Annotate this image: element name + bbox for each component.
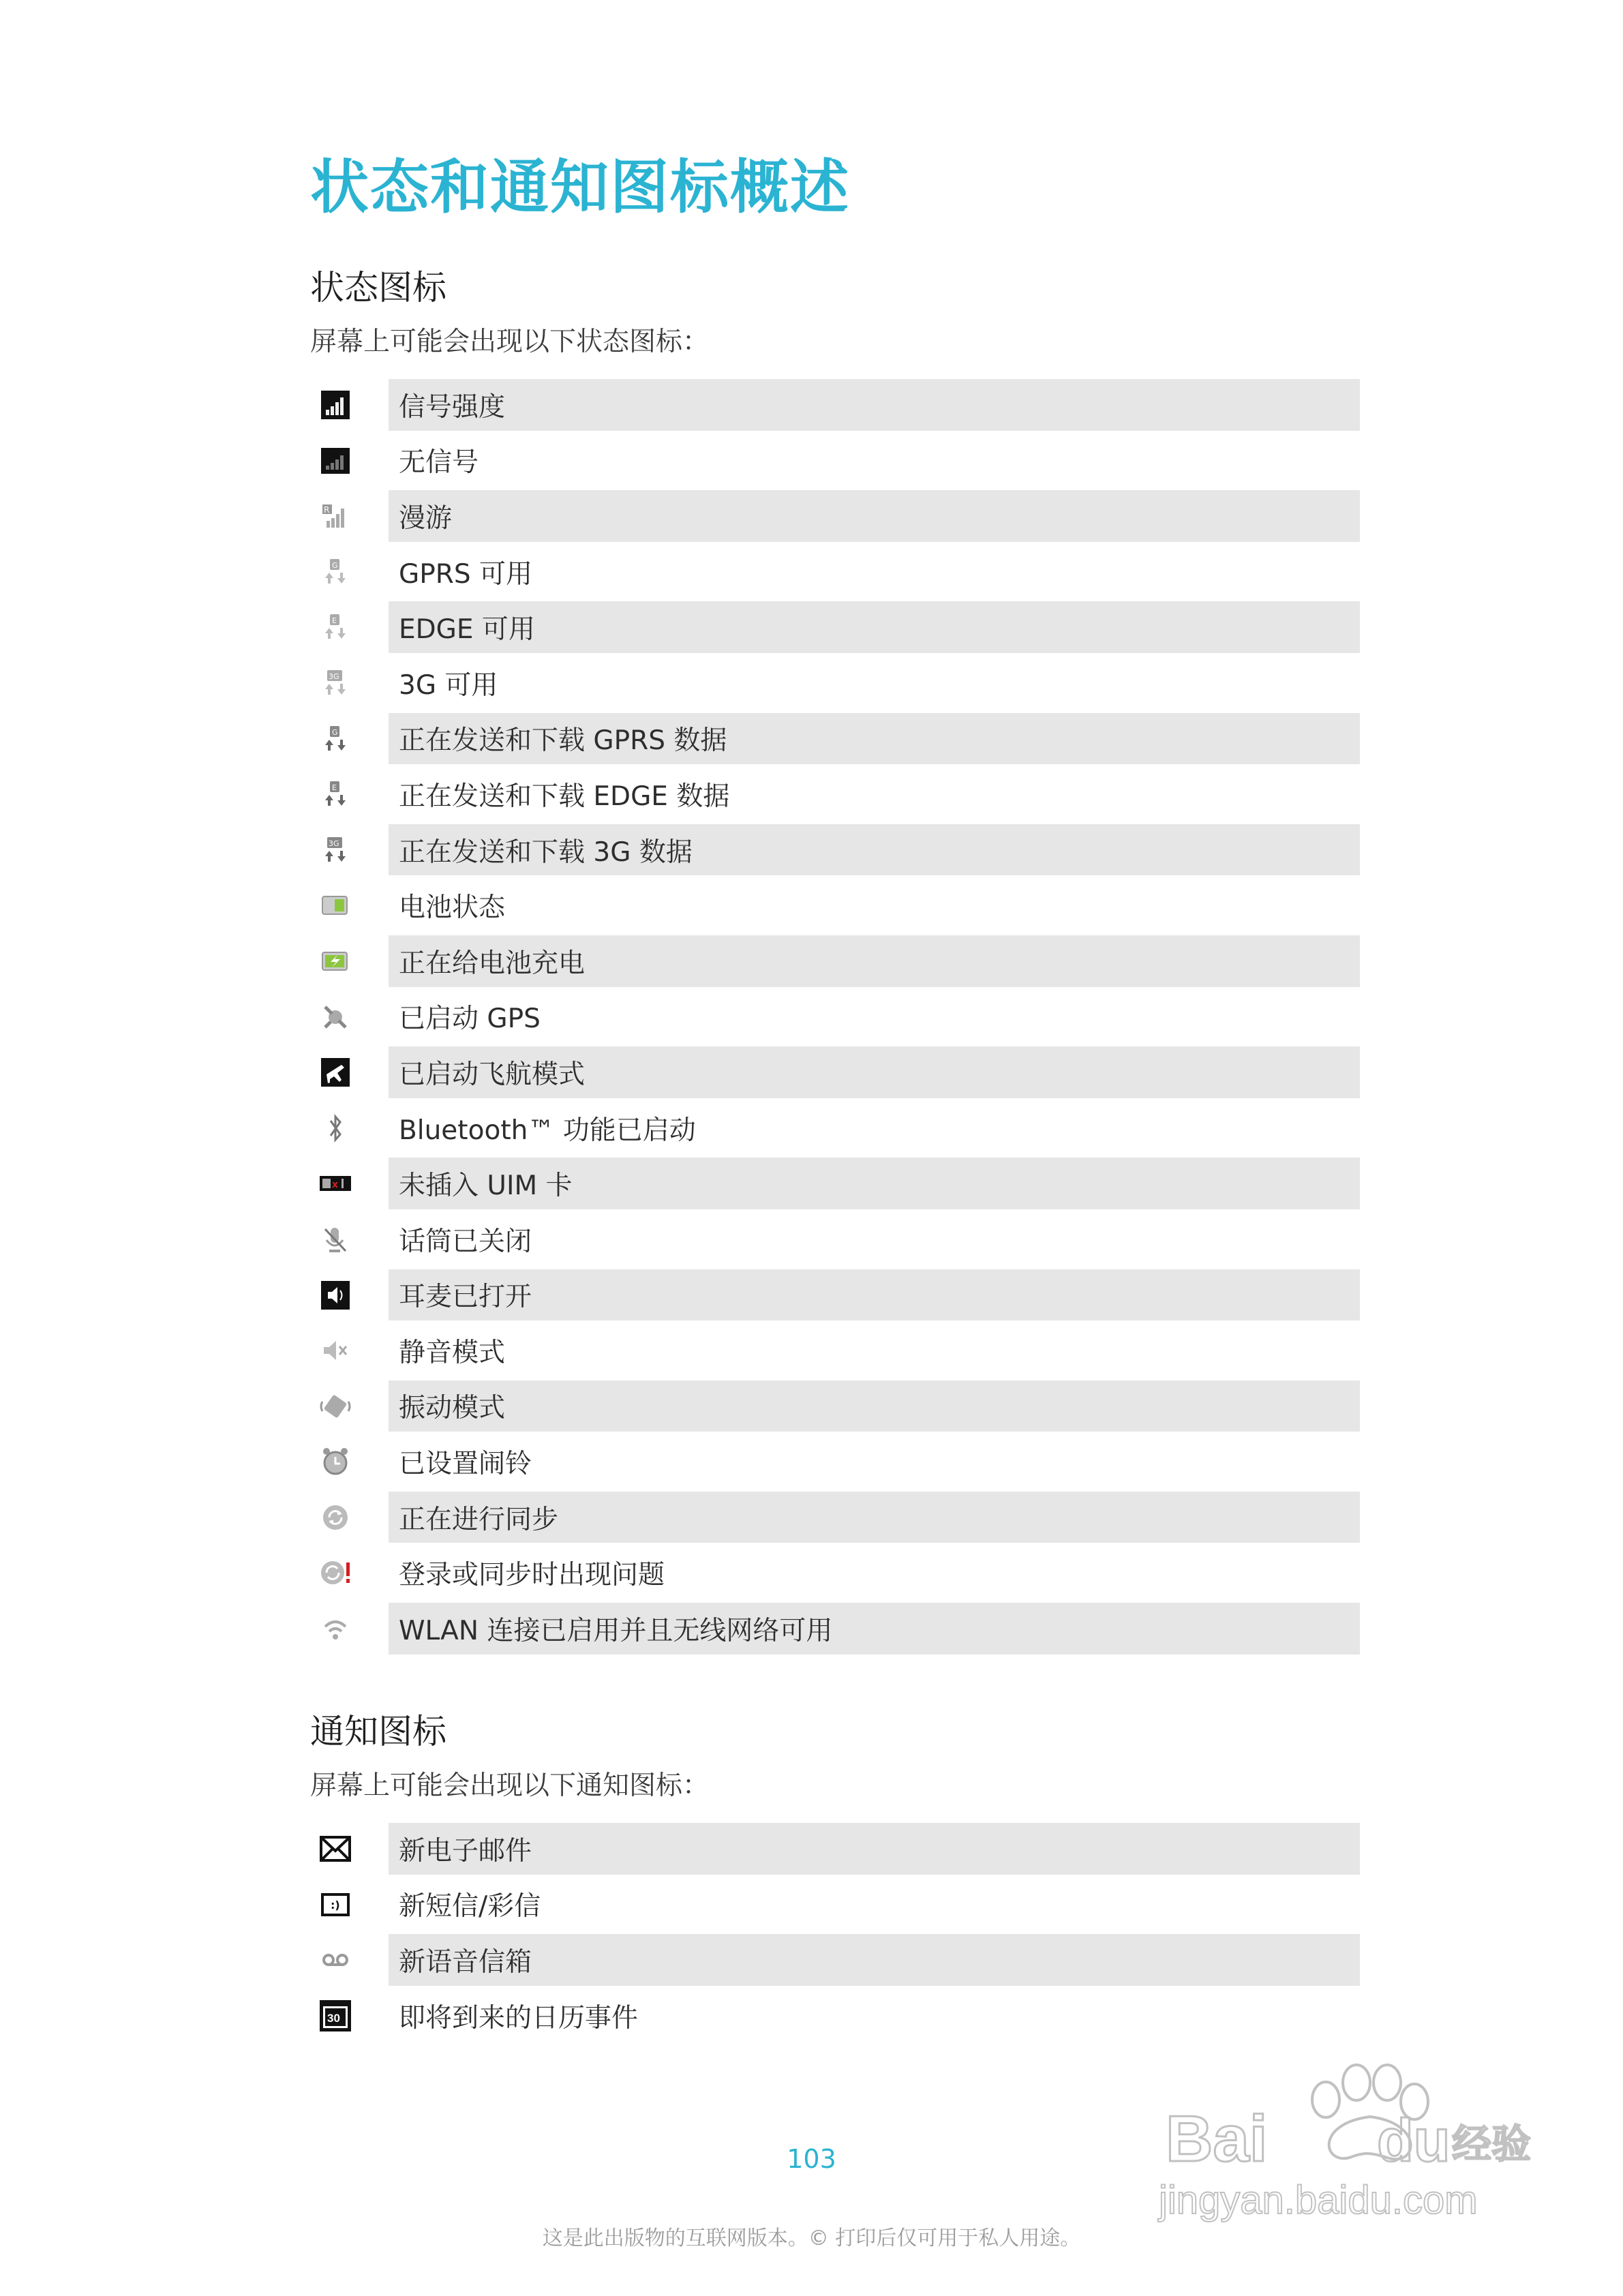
baidu-watermark-logo (1152, 2035, 1534, 2246)
roaming-icon (317, 498, 354, 534)
status-icon-row (310, 1601, 1360, 1657)
status-icon-label: 话筒已关闭 (399, 1226, 532, 1257)
status-icon-label: 无信号 (399, 447, 479, 479)
message-icon (317, 1886, 354, 1923)
sync-error-icon (317, 1554, 354, 1591)
status-icon-row (310, 433, 1360, 489)
svg-text:du: du (1377, 2106, 1451, 2174)
status-icon-label: 电池状态 (399, 892, 506, 924)
status-icon-label: WLAN 连接已启用并且无线网络可用 (389, 1603, 1360, 1655)
alarm-icon (317, 1443, 354, 1480)
notification-icon-row (310, 1877, 1360, 1933)
status-icon-row (310, 377, 1360, 433)
notification-icon-row (310, 1821, 1360, 1877)
svg-text:jingyan.baidu.com: jingyan.baidu.com (1159, 2178, 1478, 2222)
svg-text:E: E (332, 783, 337, 793)
status-icon-label: Bluetooth™ 功能已启动 (399, 1115, 696, 1146)
calendar-icon-text: 30 (327, 2011, 340, 2025)
battery-charging-icon (317, 943, 354, 980)
status-icon-row (310, 488, 1360, 544)
status-icon-label: 已启动飞航模式 (389, 1046, 1360, 1098)
vibrate-icon (317, 1388, 354, 1425)
gprs-transfer-icon (317, 721, 354, 757)
notification-section-heading: 通知图标 (310, 1712, 446, 1751)
wifi-icon (317, 1610, 354, 1647)
notification-section-intro: 屏幕上可能会出现以下通知图标： (310, 1770, 710, 1801)
notification-icon-label: 即将到来的日历事件 (399, 2002, 639, 2034)
page-title: 状态和通知图标概述 (310, 153, 850, 222)
no-signal-icon (317, 442, 354, 479)
status-icon-row (310, 766, 1360, 822)
svg-text::): :) (331, 1898, 340, 1912)
status-section-heading: 状态图标 (310, 268, 446, 307)
status-icon-row (310, 1155, 1360, 1211)
no-sim-icon (317, 1165, 354, 1202)
status-icon-label: 登录或同步时出现问题 (399, 1560, 665, 1591)
status-icon-label: 漫游 (389, 490, 1360, 542)
signal-strength-icon (317, 387, 354, 423)
status-icon-row (310, 1211, 1360, 1267)
notification-icon-label: 新语音信箱 (389, 1934, 1360, 1986)
status-icon-row (310, 1323, 1360, 1378)
edge-transfer-icon (317, 776, 354, 813)
status-icon-label: 3G 可用 (399, 669, 498, 701)
status-icon-label: GPRS 可用 (399, 558, 532, 590)
notification-icon-row (310, 1932, 1360, 1988)
page-number: 103 (787, 2144, 836, 2174)
svg-text:E: E (332, 616, 337, 626)
status-icon-label: 正在发送和下载 EDGE 数据 (399, 781, 730, 812)
status-icon-row (310, 1378, 1360, 1434)
sync-icon (317, 1499, 354, 1536)
status-icon-row (310, 1490, 1360, 1545)
notification-icon-label: 新短信/彩信 (399, 1891, 541, 1922)
status-icon-table (310, 377, 1360, 1657)
bluetooth-icon (317, 1110, 354, 1147)
status-icon-row (310, 1434, 1360, 1490)
status-icon-row (310, 544, 1360, 600)
status-icon-row (310, 1545, 1360, 1601)
speaker-icon (317, 1277, 354, 1314)
status-icon-row (310, 822, 1360, 878)
3g-icon (317, 665, 354, 701)
status-icon-row (310, 1267, 1360, 1323)
status-icon-label: 振动模式 (389, 1380, 1360, 1432)
status-icon-row (310, 1044, 1360, 1100)
svg-text:G: G (332, 560, 338, 570)
status-icon-row (310, 933, 1360, 989)
status-icon-row (310, 877, 1360, 933)
status-section-intro: 屏幕上可能会出现以下状态图标： (310, 327, 710, 357)
svg-text:3G: 3G (329, 839, 339, 848)
status-icon-row (310, 1100, 1360, 1156)
gps-icon (317, 999, 354, 1036)
status-icon-row (310, 711, 1360, 767)
notification-icon-table (310, 1821, 1360, 2043)
gprs-icon (317, 554, 354, 590)
voicemail-icon (317, 1942, 354, 1978)
status-icon-row (310, 599, 1360, 655)
silent-icon (317, 1332, 354, 1369)
svg-text:Bai: Bai (1166, 2102, 1268, 2175)
status-icon-label: 正在发送和下载 3G 数据 (389, 824, 1360, 876)
status-icon-label: 信号强度 (389, 379, 1360, 431)
svg-text:经验: 经验 (1452, 2121, 1532, 2167)
edge-icon (317, 609, 354, 646)
status-icon-label: EDGE 可用 (389, 601, 1360, 653)
status-icon-label: 未插入 UIM 卡 (389, 1158, 1360, 1209)
status-icon-label: 静音模式 (399, 1337, 506, 1368)
status-icon-label: 已启动 GPS (399, 1003, 541, 1035)
status-icon-label: 耳麦已打开 (389, 1269, 1360, 1321)
status-icon-label: 正在给电池充电 (389, 935, 1360, 987)
status-icon-label: 正在进行同步 (389, 1492, 1360, 1543)
svg-text:x: x (332, 1179, 339, 1191)
email-icon (317, 1830, 354, 1867)
status-icon-label: 已设置闹铃 (399, 1449, 532, 1480)
3g-transfer-icon (317, 832, 354, 868)
airplane-icon (317, 1054, 354, 1091)
status-icon-label: 正在发送和下载 GPRS 数据 (389, 713, 1360, 765)
status-icon-row (310, 655, 1360, 711)
status-icon-row (310, 989, 1360, 1045)
footer-note: 这是此出版物的互联网版本。© 打印后仅可用于私人用途。 (542, 2226, 1081, 2250)
battery-icon (317, 887, 354, 924)
calendar-icon (317, 1997, 354, 2034)
mic-muted-icon (317, 1221, 354, 1258)
notification-icon-label: 新电子邮件 (389, 1823, 1360, 1875)
svg-text:G: G (332, 727, 338, 737)
svg-text:3G: 3G (329, 671, 339, 681)
svg-text:R: R (324, 505, 330, 515)
